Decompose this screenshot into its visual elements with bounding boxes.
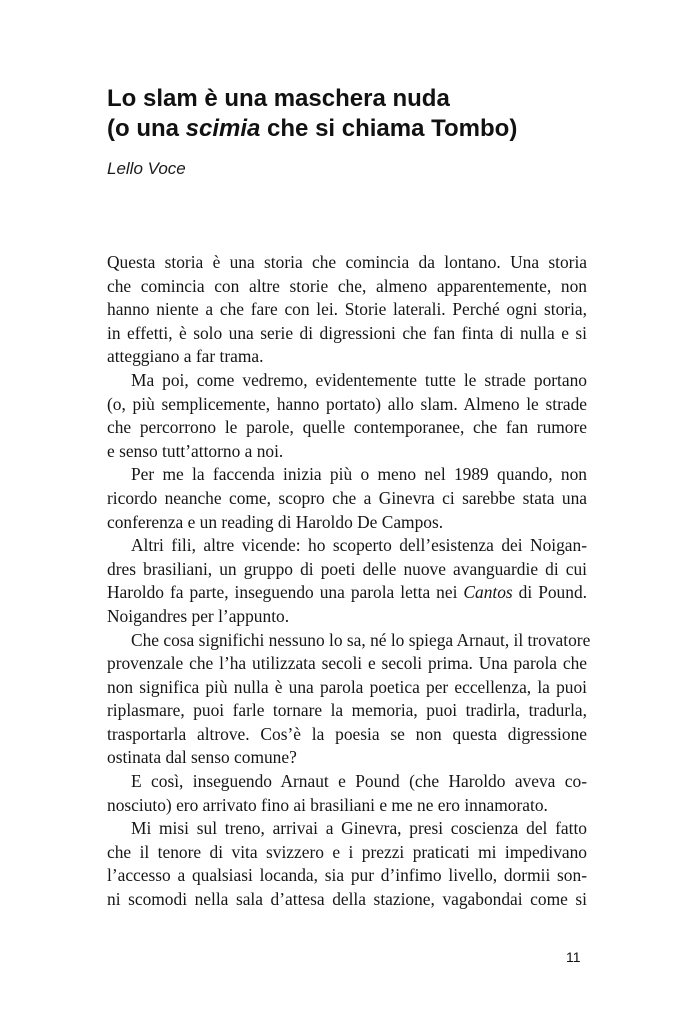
body-line: trasportarla altrove. Cos’è la poesia se non questa digressione	[107, 723, 587, 744]
body-line: nosciuto) ero arrivato fino ai brasiliani e me ne ero innamorato.	[107, 794, 548, 815]
body-line: atteggiano a far trama.	[107, 346, 264, 367]
body-line: E così, inseguendo Arnaut e Pound (che Haroldo aveva co-	[131, 771, 587, 792]
body-line: Altri fili, altre vicende: ho scoperto dell’esistenza dei Noigan-	[131, 535, 587, 556]
body-line: Haroldo fa parte, inseguendo una parola letta nei Cantos di Pound.	[107, 582, 587, 603]
body-line: in effetti, è solo una serie di digressioni che fan finta di nulla e si	[107, 322, 587, 343]
body-line: (o, più semplicemente, hanno portato) allo slam. Almeno le strade	[107, 393, 587, 414]
body-line: hanno niente a che fare con lei. Storie laterali. Perché ogni storia,	[107, 299, 587, 320]
page-number: 11	[566, 949, 581, 965]
body-line: Questa storia è una storia che comincia da lontano. Una storia	[107, 252, 587, 272]
body-line: Noigandres per l’appunto.	[107, 605, 290, 626]
body-line: l’accesso a qualsiasi locanda, sia pur d’infimo livello, dormii son-	[107, 865, 587, 886]
body-line: che percorrono le parole, quelle contemporanee, che fan rumore	[107, 417, 587, 438]
body-line: che il tenore di vita svizzero e i prezzi praticati mi impedivano	[107, 841, 587, 862]
author-name: Lello Voce	[107, 159, 186, 178]
body-line: conferenza e un reading di Haroldo De Campos.	[107, 511, 444, 532]
chapter-title-line-1: Lo slam è una maschera nuda	[107, 85, 450, 112]
title-line2-pre: (o una	[107, 115, 186, 142]
chapter-title-line-2	[107, 114, 607, 144]
body-line: non significa più nulla è una parola poetica per eccellenza, la puoi	[107, 676, 587, 697]
body-line: riplasmare, puoi farle tornare la memoria, puoi tradirla, tradurla,	[107, 700, 587, 721]
body-line: ni scomodi nella sala d’attesa della stazione, vagabondai come si	[107, 889, 587, 910]
body-line: e senso tutt’attorno a noi.	[107, 440, 284, 461]
title-line2-post: che si chiama Tombo)	[260, 115, 518, 142]
italic-title: Cantos	[463, 582, 513, 603]
body-line: dres brasiliani, un gruppo di poeti delle nuove avanguardie di cui	[107, 558, 587, 579]
title-line2-emphasis: scimia	[185, 115, 261, 142]
body-line: Ma poi, come vedremo, evidentemente tutte le strade portano	[131, 369, 587, 390]
body-line: Mi misi sul treno, arrivai a Ginevra, presi coscienza del fatto	[131, 818, 587, 839]
body-text	[107, 251, 591, 912]
body-line: Che cosa significhi nessuno lo sa, né lo spiega Arnaut, il trovatore	[131, 629, 591, 650]
body-line: provenzale che l’ha utilizzata secoli e secoli prima. Una parola che	[107, 653, 587, 674]
chapter-title	[107, 84, 607, 144]
body-line: che comincia con altre storie che, almeno apparentemente, non	[107, 275, 587, 296]
body-line: Per me la faccenda inizia più o meno nel 1989 quando, non	[131, 464, 587, 485]
body-line: ricordo neanche come, scopro che a Ginevra ci sarebbe stata una	[107, 487, 587, 508]
body-line: ostinata dal senso comune?	[107, 747, 297, 768]
